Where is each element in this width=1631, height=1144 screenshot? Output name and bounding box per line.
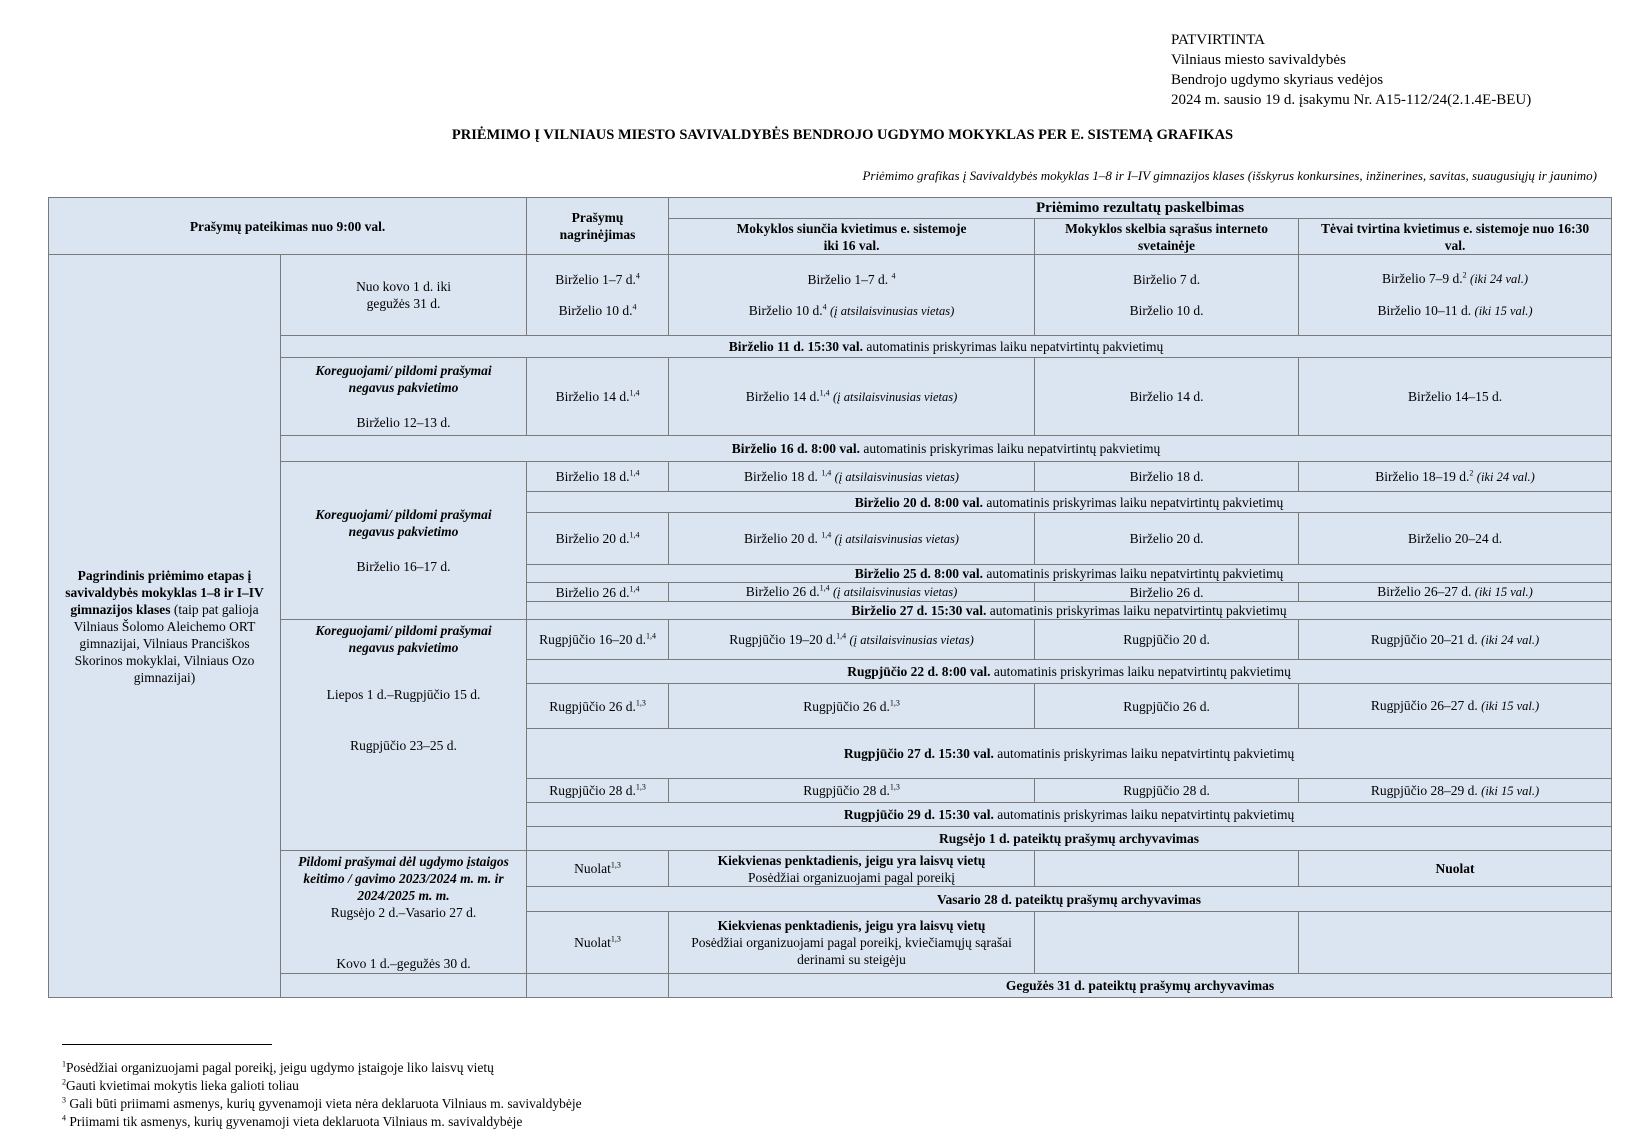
time-note: (iki 15 val.) bbox=[1481, 783, 1540, 798]
invites-cell bbox=[669, 851, 1035, 887]
review-cell bbox=[527, 255, 669, 336]
period-heading: Pildomi prašymai dėl ugdymo įstaigos bbox=[298, 854, 509, 869]
list-date: Birželio 7 d. bbox=[1132, 272, 1201, 287]
vacant-note: (į atsilaisvinusias vietas) bbox=[834, 531, 959, 546]
header-review-line: Prašymų bbox=[571, 210, 624, 225]
time-note: (iki 24 val.) bbox=[1470, 272, 1529, 286]
footnote-ref: 1,4 bbox=[821, 468, 832, 477]
review-cell bbox=[527, 851, 669, 887]
period-heading: keitimo / gavimo 2023/2024 m. m. ir bbox=[303, 871, 504, 886]
time-note: (iki 24 val.) bbox=[1481, 632, 1540, 647]
auto-time: Birželio 27 d. 15:30 val. bbox=[851, 603, 987, 618]
period-heading: negavus pakvietimo bbox=[348, 640, 459, 655]
lists-cell: Rugpjūčio 28 d. bbox=[1035, 779, 1299, 803]
parents-date: Rugpjūčio 20–21 d. bbox=[1370, 631, 1478, 647]
stage-note: Vilniaus Šolomo Aleichemo ORT bbox=[73, 618, 256, 634]
empty-cell bbox=[527, 974, 669, 998]
auto-time: Birželio 25 d. 8:00 val. bbox=[854, 566, 983, 581]
review-date: Birželio 1–7 d. bbox=[555, 272, 636, 287]
period-heading: Koreguojami/ pildomi prašymai bbox=[315, 363, 492, 378]
header-submission: Prašymų pateikimas nuo 9:00 val. bbox=[49, 198, 527, 255]
auto-time: Rugpjūčio 22 d. 8:00 val. bbox=[847, 664, 991, 679]
invite-date: Birželio 26 d. bbox=[745, 584, 820, 599]
auto-text: automatinis priskyrimas laiku nepatvirtintų pakvietimų bbox=[982, 494, 1284, 510]
lists-cell: Birželio 18 d. bbox=[1035, 462, 1299, 492]
parents-cell bbox=[1299, 684, 1612, 729]
invite-date: Birželio 10 d. bbox=[748, 302, 823, 318]
period-cell bbox=[281, 358, 527, 436]
parents-cell bbox=[1299, 462, 1612, 492]
meeting-note: Posėdžiai organizuojami pagal poreikį bbox=[747, 869, 956, 885]
parents-date: Rugpjūčio 28–29 d. bbox=[1370, 782, 1478, 798]
footnote-text: Posėdžiai organizuojami pagal poreikį, jeigu ugdymo įstaigoje liko laisvų vietų bbox=[66, 1060, 494, 1075]
review-cell bbox=[527, 684, 669, 729]
auto-time: Rugpjūčio 27 d. 15:30 val. bbox=[843, 746, 994, 761]
invites-cell bbox=[669, 583, 1035, 602]
footnote-text: Gali būti priimami asmenys, kurių gyvenamoji vieta nėra deklaruota Vilniaus m. savivaldybėje bbox=[69, 1096, 582, 1111]
approval-line: 2024 m. sausio 19 d. įsakymu Nr. A15-112/24(2.1.4E-BEU) bbox=[1171, 92, 1532, 108]
period-cell bbox=[281, 851, 527, 974]
review-date: Rugpjūčio 28 d. bbox=[549, 783, 636, 798]
header-lists bbox=[1035, 219, 1299, 255]
time-note: (iki 15 val.) bbox=[1474, 585, 1533, 599]
lists-cell bbox=[1035, 255, 1299, 336]
period-cell bbox=[281, 255, 527, 336]
vacant-note: (į atsilaisvinusias vietas) bbox=[832, 389, 958, 404]
review-date: Nuolat bbox=[574, 861, 611, 876]
auto-text: automatinis priskyrimas laiku nepatvirtintų pakvietimų bbox=[993, 807, 1295, 822]
period-text: Rugpjūčio 23–25 d. bbox=[350, 738, 457, 753]
period-heading: 2024/2025 m. m. bbox=[357, 888, 450, 903]
auto-assign-row bbox=[527, 602, 1612, 620]
approval-line: Bendrojo ugdymo skyriaus vedėjos bbox=[1171, 72, 1384, 88]
stage-cell bbox=[49, 255, 281, 998]
footnote-ref: 4 bbox=[632, 302, 637, 312]
invites-cell bbox=[669, 912, 1035, 974]
list-date: Birželio 10 d. bbox=[1129, 303, 1204, 318]
footnote-mark: 2 bbox=[62, 1077, 66, 1087]
header-review-line: nagrinėjimas bbox=[559, 227, 636, 242]
period-heading: Koreguojami/ pildomi prašymai bbox=[315, 507, 492, 522]
review-cell bbox=[527, 912, 669, 974]
invite-date: Birželio 18 d. bbox=[744, 468, 818, 484]
invite-date: Rugpjūčio 26 d. bbox=[803, 698, 890, 714]
vacant-note: (į atsilaisvinusias vietas) bbox=[834, 469, 959, 484]
header-parents-line: val. bbox=[1444, 237, 1466, 253]
footnote bbox=[62, 1113, 582, 1131]
review-cell bbox=[527, 358, 669, 436]
lists-cell: Rugpjūčio 26 d. bbox=[1035, 684, 1299, 729]
header-lists-line: Mokyklos skelbia sąrašus interneto bbox=[1065, 220, 1268, 236]
period-heading: negavus pakvietimo bbox=[348, 380, 459, 395]
footnote-text: Gauti kvietimai mokytis lieka galioti toliau bbox=[66, 1078, 299, 1093]
invites-cell bbox=[669, 462, 1035, 492]
period-heading: negavus pakvietimo bbox=[348, 524, 459, 539]
footnote bbox=[62, 1077, 582, 1095]
period-text: Birželio 12–13 d. bbox=[356, 415, 451, 430]
review-date: Rugpjūčio 26 d. bbox=[549, 698, 636, 714]
time-note: (iki 15 val.) bbox=[1481, 699, 1540, 713]
period-text: gegužės 31 d. bbox=[366, 296, 441, 311]
approval-block bbox=[1171, 30, 1531, 110]
auto-text: automatinis priskyrimas laiku nepatvirtintų pakvietimų bbox=[986, 603, 1287, 618]
auto-assign-row bbox=[527, 492, 1612, 513]
period-heading: Koreguojami/ pildomi prašymai bbox=[315, 623, 492, 638]
review-cell bbox=[527, 513, 669, 565]
footnotes bbox=[62, 1059, 582, 1131]
invites-cell bbox=[669, 358, 1035, 436]
footnote bbox=[62, 1095, 582, 1113]
footnote-mark: 3 bbox=[62, 1095, 66, 1105]
review-cell bbox=[527, 779, 669, 803]
invites-cell bbox=[669, 255, 1035, 336]
period-cell bbox=[281, 462, 527, 620]
auto-text: automatinis priskyrimas laiku nepatvirtintų pakvietimų bbox=[990, 664, 1291, 679]
vacant-note: (į atsilaisvinusias vietas) bbox=[849, 632, 974, 647]
meeting-note: Posėdžiai organizuojami pagal poreikį, kviečiamųjų sąrašai bbox=[691, 935, 1012, 950]
footnote-separator bbox=[62, 1044, 272, 1045]
parents-cell: Birželio 20–24 d. bbox=[1299, 513, 1612, 565]
vacant-note: (į atsilaisvinusias vietas) bbox=[829, 303, 955, 318]
document-title: PRIĖMIMO Į VILNIAUS MIESTO SAVIVALDYBĖS BENDROJO UGDYMO MOKYKLAS PER E. SISTEMĄ GRAFIKAS bbox=[451, 127, 1234, 143]
parents-date: Birželio 7–9 d. bbox=[1382, 271, 1463, 286]
invites-cell bbox=[669, 779, 1035, 803]
review-cell bbox=[527, 620, 669, 660]
footnote-ref: 4 bbox=[891, 271, 896, 280]
approval-line: Vilniaus miesto savivaldybės bbox=[1171, 52, 1346, 68]
schedule-table bbox=[48, 197, 1612, 998]
footnote-ref: 4 bbox=[822, 302, 827, 311]
period-text: Birželio 16–17 d. bbox=[356, 559, 451, 574]
review-date: Birželio 26 d. bbox=[555, 584, 630, 600]
time-note: (iki 24 val.) bbox=[1476, 469, 1535, 484]
review-date: Birželio 18 d. bbox=[555, 469, 630, 484]
header-invites-line: Mokyklos siunčia kvietimus e. sistemoje bbox=[736, 220, 967, 236]
invite-date: Rugpjūčio 19–20 d. bbox=[729, 631, 837, 647]
footnote-mark: 1 bbox=[62, 1059, 66, 1069]
footnote-text: Priimami tik asmenys, kurių gyvenamoji vieta deklaruota Vilniaus m. savivaldybėje bbox=[69, 1114, 523, 1129]
footnote-ref: 1,4 bbox=[629, 388, 640, 398]
footnote-ref: 2 bbox=[1462, 270, 1467, 280]
invite-date: Birželio 1–7 d. bbox=[807, 271, 889, 287]
parents-date: Rugpjūčio 26–27 d. bbox=[1370, 698, 1478, 713]
auto-time: Birželio 11 d. 15:30 val. bbox=[728, 339, 863, 354]
period-text: Rugsėjo 2 d.–Vasario 27 d. bbox=[330, 905, 477, 920]
parents-cell bbox=[1299, 620, 1612, 660]
archive-row: Gegužės 31 d. pateiktų prašymų archyvavimas bbox=[669, 974, 1612, 998]
parents-date: Birželio 10–11 d. bbox=[1377, 303, 1472, 318]
lists-cell: Birželio 14 d. bbox=[1035, 358, 1299, 436]
header-parents-line: Tėvai tvirtina kvietimus e. sistemoje nuo 16:30 bbox=[1320, 220, 1590, 236]
footnote-ref: 1,4 bbox=[645, 631, 656, 641]
footnote-ref: 1,4 bbox=[821, 530, 832, 539]
footnote-ref: 1,4 bbox=[629, 584, 640, 593]
parents-cell bbox=[1299, 779, 1612, 803]
stage-note: (taip pat galioja bbox=[170, 601, 259, 617]
footnote-mark: 4 bbox=[62, 1113, 66, 1123]
auto-assign-row bbox=[527, 660, 1612, 684]
auto-time: Birželio 20 d. 8:00 val. bbox=[854, 494, 983, 510]
footnote-ref: 1,3 bbox=[889, 782, 900, 792]
footnote-ref: 1,4 bbox=[836, 631, 847, 640]
stage-bold: gimnazijos klases bbox=[70, 601, 171, 617]
header-results: Priėmimo rezultatų paskelbimas bbox=[669, 198, 1612, 219]
invites-cell bbox=[669, 513, 1035, 565]
review-date: Birželio 20 d. bbox=[555, 531, 630, 546]
stage-note: Skorinos mokyklai, Vilniaus Ozo bbox=[74, 652, 255, 668]
archive-row: Rugsėjo 1 d. pateiktų prašymų archyvavimas bbox=[527, 827, 1612, 851]
period-text: Nuo kovo 1 d. iki bbox=[356, 279, 451, 294]
footnote-ref: 1,3 bbox=[610, 860, 621, 870]
auto-time: Birželio 16 d. 8:00 val. bbox=[731, 441, 860, 456]
parents-date: Birželio 26–27 d. bbox=[1377, 584, 1472, 599]
invite-date: Rugpjūčio 28 d. bbox=[803, 783, 890, 798]
auto-assign-row bbox=[527, 729, 1612, 779]
approval-line: PATVIRTINTA bbox=[1171, 32, 1266, 48]
stage-note: gimnazijai) bbox=[133, 669, 196, 685]
footnote-ref: 4 bbox=[635, 271, 640, 281]
header-lists-line: svetainėje bbox=[1138, 237, 1195, 253]
footnote bbox=[62, 1059, 582, 1077]
period-text: Kovo 1 d.–gegužės 30 d. bbox=[336, 956, 471, 971]
lists-cell bbox=[1035, 851, 1299, 887]
header-parents bbox=[1299, 219, 1612, 255]
header-review bbox=[527, 198, 669, 255]
period-cell bbox=[281, 620, 527, 851]
footnote-ref: 1,4 bbox=[629, 468, 640, 478]
invite-date: Birželio 20 d. bbox=[744, 530, 818, 546]
auto-text: automatinis priskyrimas laiku nepatvirtintų pakvietimų bbox=[993, 746, 1295, 761]
parents-date: Birželio 18–19 d. bbox=[1375, 468, 1470, 484]
vacant-note: (į atsilaisvinusias vietas) bbox=[832, 585, 958, 599]
review-date: Rugpjūčio 16–20 d. bbox=[539, 632, 646, 647]
auto-text: automatinis priskyrimas laiku nepatvirtintų pakvietimų bbox=[982, 566, 1284, 581]
lists-cell bbox=[1035, 912, 1299, 974]
document-subtitle: Priėmimo grafikas į Savivaldybės mokyklas 1–8 ir I–IV gimnazijos klases (išskyrus konkursines, inžinerines, savitas, suaugusiųjų ir jaunimo) bbox=[862, 168, 1597, 183]
auto-time: Rugpjūčio 29 d. 15:30 val. bbox=[843, 807, 994, 822]
auto-assign-row bbox=[527, 565, 1612, 583]
footnote-ref: 2 bbox=[1469, 468, 1474, 477]
review-date: Nuolat bbox=[574, 935, 611, 950]
time-note: (iki 15 val.) bbox=[1474, 304, 1533, 318]
footnote-ref: 1,3 bbox=[635, 698, 646, 707]
parents-cell: Nuolat bbox=[1299, 851, 1612, 887]
friday-note: Kiekvienas penktadienis, jeigu yra laisvų vietų bbox=[717, 852, 986, 868]
auto-assign-row bbox=[281, 336, 1612, 358]
lists-cell: Birželio 20 d. bbox=[1035, 513, 1299, 565]
review-cell bbox=[527, 583, 669, 602]
friday-note: Kiekvienas penktadienis, jeigu yra laisvų vietų bbox=[717, 918, 986, 933]
lists-cell: Birželio 26 d. bbox=[1035, 583, 1299, 602]
review-date: Birželio 10 d. bbox=[558, 303, 633, 318]
review-date: Birželio 14 d. bbox=[555, 389, 630, 404]
parents-cell bbox=[1299, 255, 1612, 336]
stage-bold: Pagrindinis priėmimo etapas į bbox=[77, 567, 252, 583]
invites-cell bbox=[669, 684, 1035, 729]
footnote-ref: 1,4 bbox=[629, 530, 640, 540]
stage-note: gimnazijai, Vilniaus Pranciškos bbox=[79, 635, 250, 651]
parents-cell: Birželio 14–15 d. bbox=[1299, 358, 1612, 436]
footnote-ref: 1,4 bbox=[819, 388, 830, 397]
auto-assign-row bbox=[281, 436, 1612, 462]
auto-text: automatinis priskyrimas laiku nepatvirtintų pakvietimų bbox=[862, 339, 1164, 354]
header-invites-line: iki 16 val. bbox=[823, 237, 880, 253]
lists-cell: Rugpjūčio 20 d. bbox=[1035, 620, 1299, 660]
auto-text: automatinis priskyrimas laiku nepatvirtintų pakvietimų bbox=[859, 441, 1161, 456]
stage-bold: savivaldybės mokyklas 1–8 ir I–IV bbox=[65, 584, 264, 600]
archive-row: Vasario 28 d. pateiktų prašymų archyvavimas bbox=[527, 887, 1612, 912]
invites-cell bbox=[669, 620, 1035, 660]
auto-assign-row bbox=[527, 803, 1612, 827]
footnote-ref: 1,4 bbox=[819, 583, 830, 593]
footnote-ref: 1,3 bbox=[610, 934, 621, 944]
review-cell bbox=[527, 462, 669, 492]
parents-cell bbox=[1299, 912, 1612, 974]
parents-cell bbox=[1299, 583, 1612, 602]
meeting-note: derinami su steigėju bbox=[797, 952, 906, 967]
footnote-ref: 1,3 bbox=[635, 782, 646, 792]
footnote-ref: 1,3 bbox=[889, 698, 900, 707]
invite-date: Birželio 14 d. bbox=[745, 388, 820, 404]
empty-cell bbox=[281, 974, 527, 998]
period-text: Liepos 1 d.–Rugpjūčio 15 d. bbox=[326, 687, 481, 702]
header-invites bbox=[669, 219, 1035, 255]
